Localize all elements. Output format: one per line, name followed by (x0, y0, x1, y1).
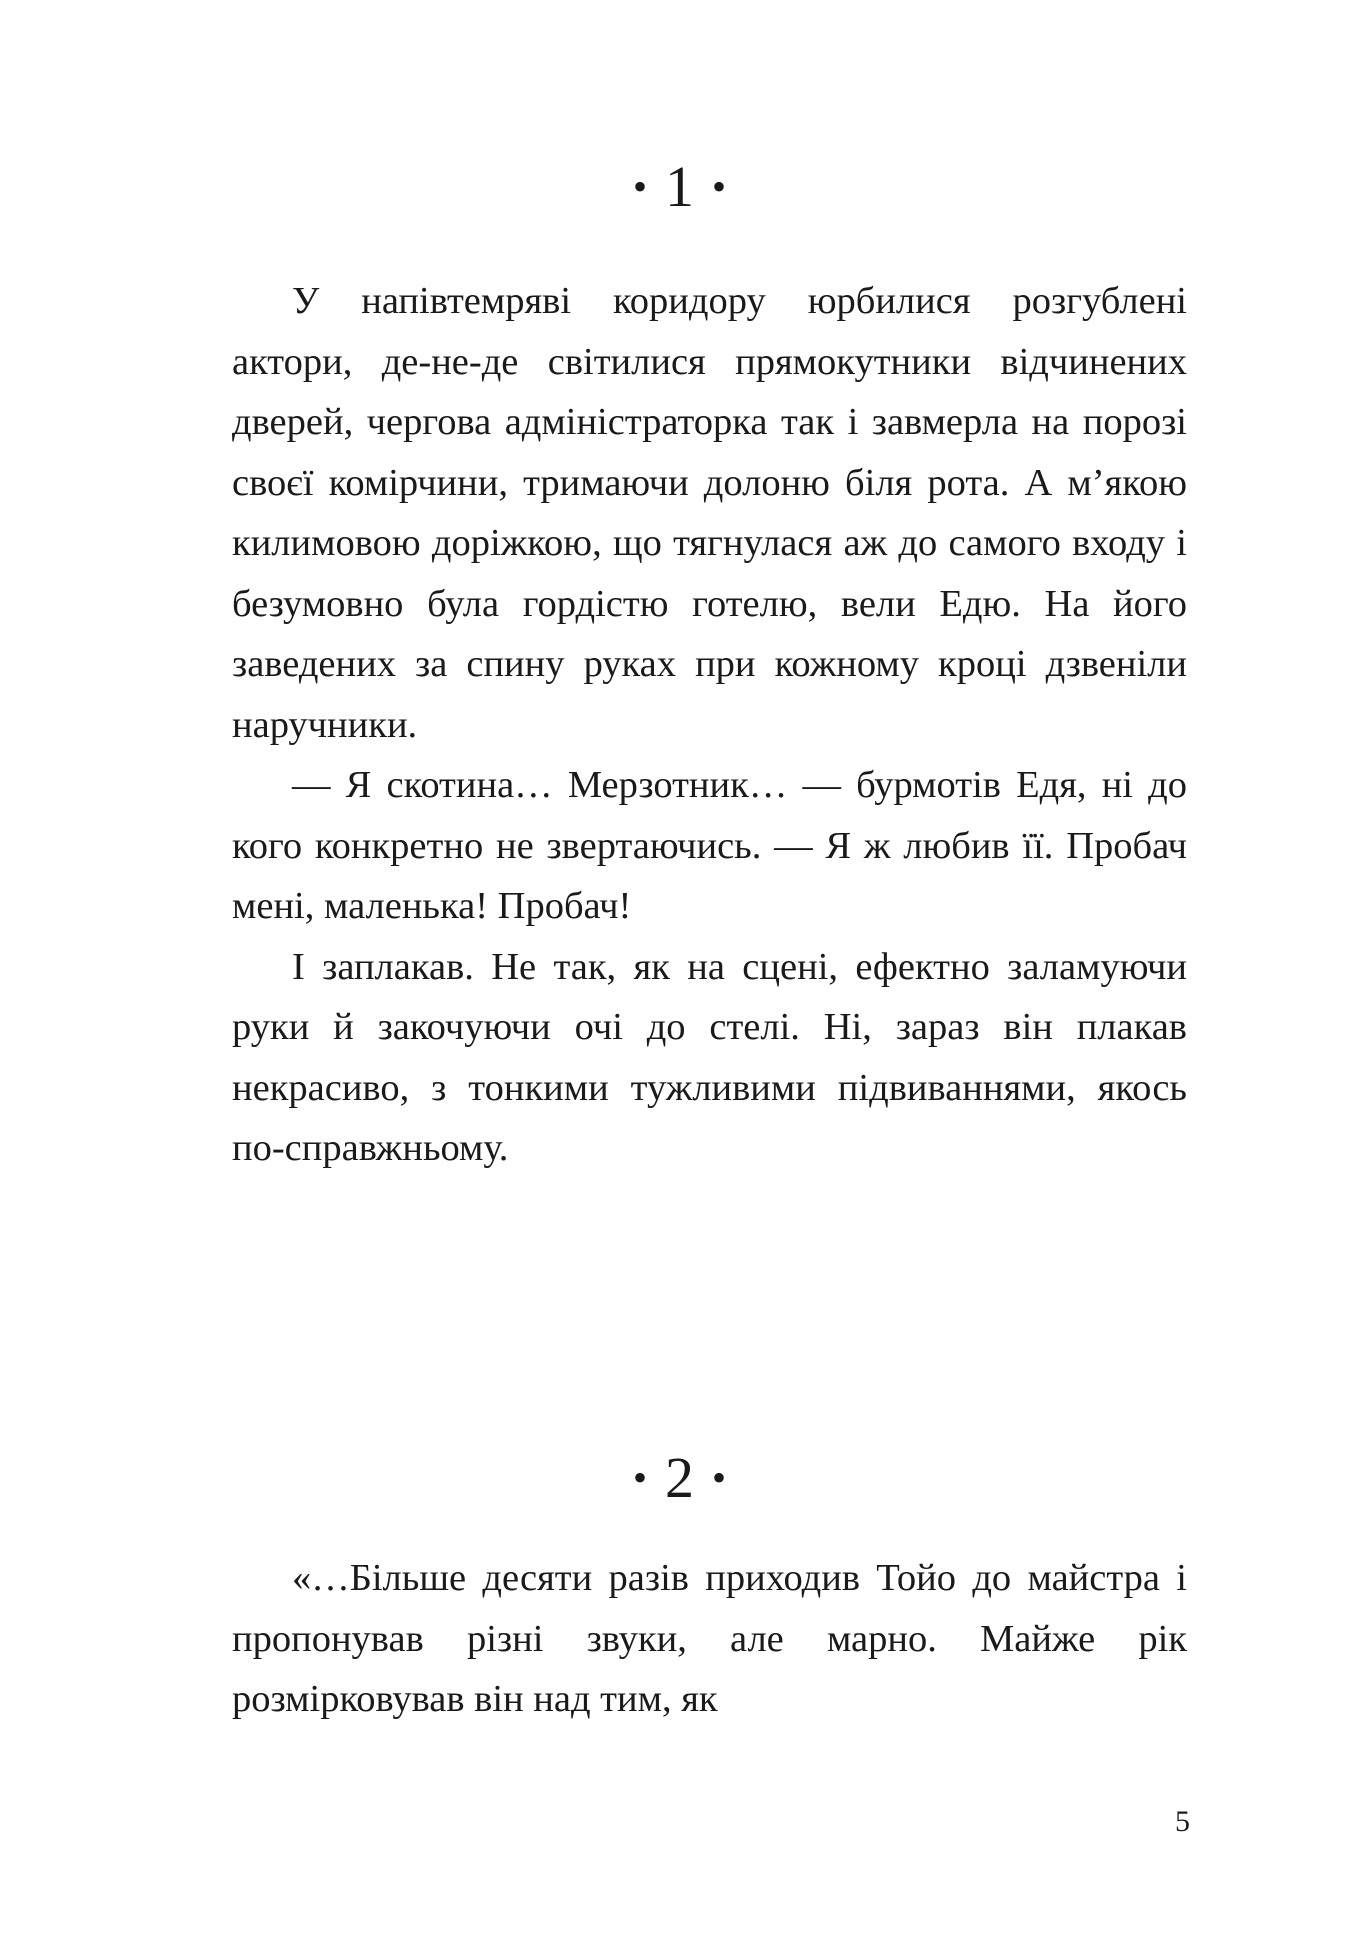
chapter-number: 2 (665, 1445, 694, 1510)
heading-dot-right: • (712, 1454, 727, 1500)
paragraph: «…Більше десяти разів приходив Тойо до майстра і пропонував різні звуки, але марно. Майже рік розмірковував він над тим, як (232, 1557, 1187, 1720)
page-number: 5 (1175, 1805, 1190, 1838)
chapter-2-text (232, 1548, 1187, 1730)
paragraph: І заплакав. Не так, як на сцені, ефектно заламуючи руки й закочуючи очі до стелі. Ні, зараз він плакав некрасиво, з тонкими тужливими підвиваннями, якось по-справжньому. (232, 945, 1187, 1169)
paragraph: — Я скотина… Мерзотник… — бурмотів Едя, ні до кого конкретно не звертаючись. — Я ж любив її. Пробач мені, маленька! Пробач! (232, 764, 1187, 927)
paragraph: У напівтемряві коридору юрбилися розгублені актори, де-не-де світилися прямокутники відчинених дверей, чергова адміністраторка так і завмерла на порозі своєї комірчини, тримаючи долоню біля рота. А м’якою килимовою доріжкою, що тягнулася аж до самого входу і безумовно була гордістю готелю, вели Едю. На його заведених за спину руках при кожному кроці дзвеніли наручники. (232, 280, 1187, 746)
chapter-heading-2 (0, 1443, 1359, 1519)
heading-dot-right: • (712, 163, 727, 209)
chapter-1-text (232, 271, 1187, 1179)
heading-dot-left: • (632, 163, 647, 209)
chapter-heading-1 (0, 152, 1359, 228)
chapter-number: 1 (665, 154, 694, 219)
heading-dot-left: • (632, 1454, 647, 1500)
